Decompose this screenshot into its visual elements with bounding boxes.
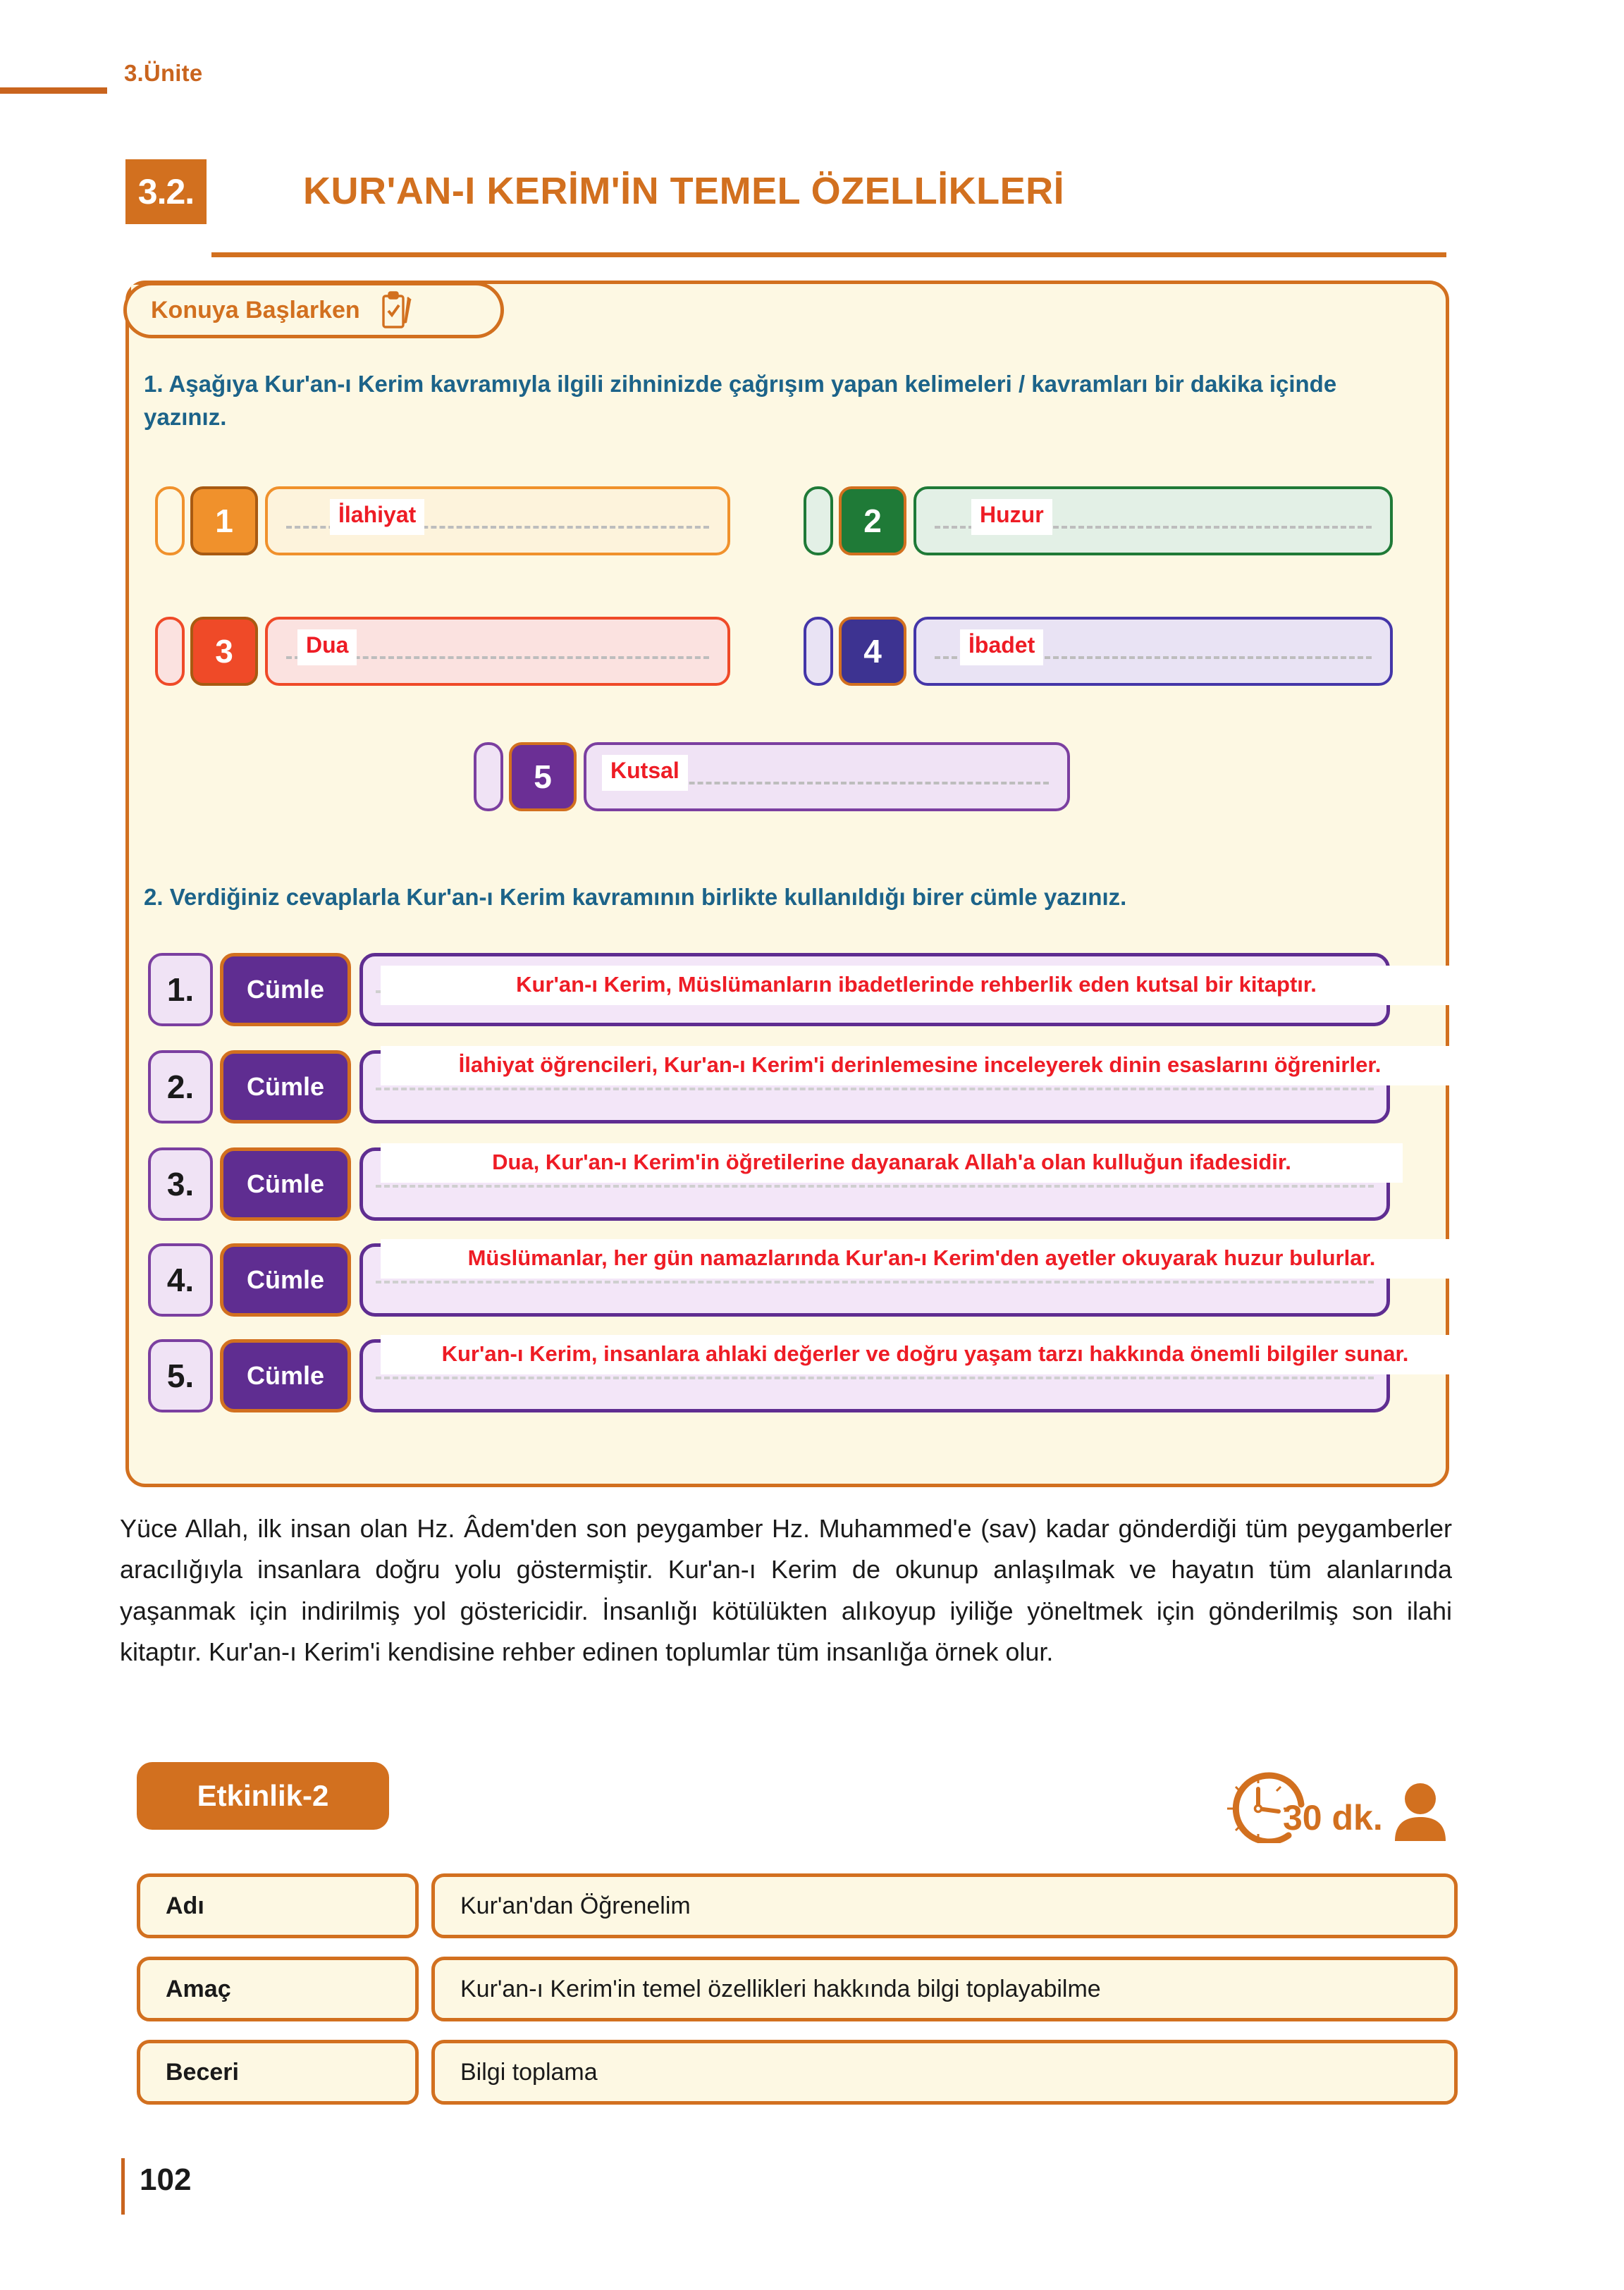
title-underline (211, 252, 1446, 257)
unit-rule (0, 87, 107, 94)
sentence-label-3: Cümle (220, 1147, 351, 1221)
concept-row-4 (804, 617, 1393, 686)
sentence-label-2: Cümle (220, 1050, 351, 1124)
sentence-dash-3 (376, 1185, 1374, 1188)
concept-row-1 (155, 486, 730, 555)
concept-field-3[interactable] (265, 617, 730, 686)
sentence-answer-4: Müslümanlar, her gün namazlarında Kur'an-ı Kerim'den ayetler okuyarak huzur bulurlar. (381, 1239, 1463, 1279)
concept-field-5[interactable] (584, 742, 1070, 811)
section-number-badge: 3.2. (125, 159, 207, 224)
sentence-answer-3: Dua, Kur'an-ı Kerim'in öğretilerine dayanarak Allah'a olan kulluğun ifadesidir. (381, 1143, 1403, 1183)
sentence-dash-2 (376, 1088, 1374, 1090)
sentence-row-3 (148, 1147, 1390, 1221)
concept-stub-2 (804, 486, 833, 555)
duration-indicator (1191, 1762, 1452, 1840)
concept-row-3 (155, 617, 730, 686)
footer-rule (121, 2158, 125, 2215)
activity-badge: Etkinlik-2 (137, 1762, 389, 1830)
activity-row-adi (137, 1873, 1458, 1938)
activity-key-beceri: Beceri (137, 2040, 419, 2105)
activity-value-adi[interactable]: Kur'an'dan Öğrenelim (431, 1873, 1458, 1938)
concept-stub-5 (474, 742, 503, 811)
activity-row-amac (137, 1957, 1458, 2021)
concept-field-1[interactable] (265, 486, 730, 555)
sentence-label-5: Cümle (220, 1339, 351, 1412)
duration-label: 30 dk. (1283, 1798, 1383, 1837)
concept-number-2: 2 (839, 486, 906, 555)
sentence-index-4: 4. (148, 1243, 213, 1317)
concept-field-4[interactable] (914, 617, 1393, 686)
activity-value-beceri[interactable]: Bilgi toplama (431, 2040, 1458, 2105)
activity-key-adi: Adı (137, 1873, 419, 1938)
sentence-label-1: Cümle (220, 953, 351, 1026)
clipboard-pencil-icon (381, 290, 414, 330)
concept-number-1: 1 (190, 486, 258, 555)
concept-number-5: 5 (509, 742, 577, 811)
concept-answer-4: İbadet (960, 629, 1043, 665)
activity-key-amac: Amaç (137, 1957, 419, 2021)
sentence-answer-2: İlahiyat öğrencileri, Kur'an-ı Kerim'i derinlemesine inceleyerek dinin esaslarını öğrenirler. (381, 1046, 1459, 1085)
sentence-answer-1: Kur'an-ı Kerim, Müslümanların ibadetlerinde rehberlik eden kutsal bir kitaptır. (381, 966, 1452, 1005)
concept-answer-1: İlahiyat (330, 499, 424, 535)
page-number: 102 (140, 2162, 192, 2197)
sentence-row-2 (148, 1050, 1390, 1124)
concept-stub-4 (804, 617, 833, 686)
person-icon (1392, 1782, 1448, 1841)
concept-row-5 (474, 742, 1070, 811)
sentence-index-1: 1. (148, 953, 213, 1026)
concept-answer-3: Dua (297, 629, 357, 665)
concept-row-2 (804, 486, 1393, 555)
concept-stub-3 (155, 617, 185, 686)
sentence-row-1 (148, 953, 1390, 1026)
sentence-label-4: Cümle (220, 1243, 351, 1317)
sentence-dash-4 (376, 1281, 1374, 1283)
panel-tab-header (123, 282, 504, 338)
concept-field-2[interactable] (914, 486, 1393, 555)
activity-row-beceri (137, 2040, 1458, 2105)
prompt-two: 2. Verdiğiniz cevaplarla Kur'an-ı Kerim kavramının birlikte kullanıldığı birer cümle yazınız. (144, 884, 1127, 910)
body-paragraph: Yüce Allah, ilk insan olan Hz. Âdem'den son peygamber Hz. Muhammed'e (sav) kadar gönderdiği tüm peygamberler aracılığıyla insanlara doğru yolu göstermiştir. Kur'an-ı Kerim de okunup anlaşılmak ve hayatın tüm alanlarında yaşanmak için indirilmiş yol göstericidir. İnsanlığı kötülükten alıkoyup iyiliğe yöneltmek için gönderilmiş son ilahi kitaptır. Kur'an-ı Kerim'i kendisine rehber edinen toplumlar tüm insanlığa örnek olur. (120, 1514, 1452, 1666)
unit-label: 3.Ünite (124, 60, 203, 86)
sentence-dash-5 (376, 1377, 1374, 1379)
concept-stub-1 (155, 486, 185, 555)
concept-number-3: 3 (190, 617, 258, 686)
sentence-answer-5: Kur'an-ı Kerim, insanlara ahlaki değerler ve doğru yaşam tarzı hakkında önemli bilgiler sunar. (381, 1335, 1470, 1374)
panel-tab-label: Konuya Başlarken (151, 296, 360, 324)
sentence-index-2: 2. (148, 1050, 213, 1124)
activity-value-amac[interactable]: Kur'an-ı Kerim'in temel özellikleri hakkında bilgi toplayabilme (431, 1957, 1458, 2021)
concept-number-4: 4 (839, 617, 906, 686)
sentence-index-3: 3. (148, 1147, 213, 1221)
sentence-row-4 (148, 1243, 1390, 1317)
concept-answer-5: Kutsal (602, 755, 688, 791)
concept-answer-2: Huzur (971, 499, 1052, 535)
prompt-one: 1. Aşağıya Kur'an-ı Kerim kavramıyla ilgili zihninizde çağrışım yapan kelimeleri / kavramları bir dakika içinde yazınız. (144, 371, 1337, 430)
sentence-index-5: 5. (148, 1339, 213, 1412)
sentence-row-5 (148, 1339, 1409, 1412)
page-title: KUR'AN-I KERİM'İN TEMEL ÖZELLİKLERİ (303, 170, 1065, 212)
